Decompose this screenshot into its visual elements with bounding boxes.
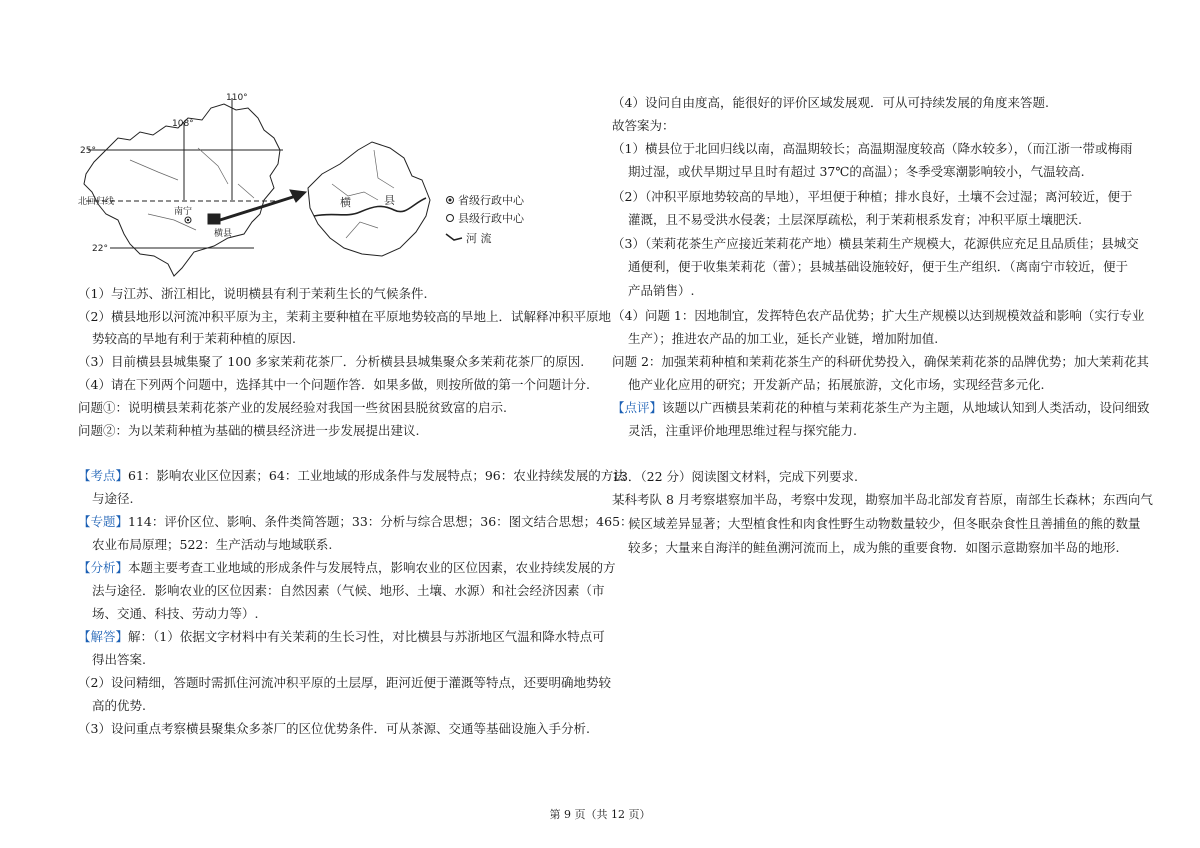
nanning-symbol [185, 217, 191, 223]
hengxian-inset-outline [308, 142, 430, 256]
zhuanti-tag: 【专题】 [78, 514, 129, 529]
question-4-option-1: 问题①：说明横县茉莉花茶产业的发展经验对我国一些贫困县脱贫致富的启示. [78, 400, 507, 415]
zhuanti-line-2: 农业布局原理；522：生产活动与地域联系. [92, 537, 333, 552]
nanning-label: 南宁 [174, 207, 193, 217]
final-answer-problem-2-line-1: 问题 2：加强茉莉种植和茉莉花茶生产的科研优势投入，确保茉莉花茶的品牌优势；加大茉莉花其 [612, 354, 1149, 369]
river-legend-symbol [446, 234, 462, 240]
question-3: （3）目前横县县城集聚了 100 多家茉莉花茶厂．分析横县县城集聚众多茉莉花茶厂的原因. [78, 354, 585, 369]
zhuanti-line-1 [78, 514, 633, 530]
fenxi-text-1: 本题主要考查工业地域的形成条件与发展特点，影响农业的区位因素，农业持续发展的方 [128, 560, 616, 575]
final-answer-4-line-1: （4）问题 1：因地制宜，发挥特色农产品优势；扩大生产规模以达到规模效益和影响（实行专业 [612, 308, 1145, 323]
inset-river [314, 198, 426, 216]
inset-heng-label: 横 [340, 196, 351, 209]
jieda-tag: 【解答】 [78, 629, 129, 644]
jieda-line-1 [78, 629, 605, 645]
jieda-text-1: 解：（1）依据文字材料中有关茉莉的生长习性，对比横县与苏浙地区气温和降水特点可 [128, 629, 605, 644]
hengxian-highlight-box [208, 214, 220, 224]
page-footer: 第 9 页（共 12 页） [549, 808, 651, 821]
material-line-2: 候区域差异显著；大型植食性和肉食性野生动物数量较少，但冬眠杂食性且善捕鱼的熊的数量 [628, 516, 1141, 531]
answer-3: （3）设问重点考察横县聚集众多茶厂的区位优势条件．可从茶源、交通等基础设施入手分析. [78, 721, 590, 736]
fenxi-line-1 [78, 560, 616, 576]
final-answer-1-line-2: 期过湿，或伏旱期过早且时有超过 37℃的高温）；冬季受寒潮影响较小，气温较高. [628, 164, 1085, 179]
dianping-line-1 [612, 400, 1150, 416]
zhuanti-text-1: 114：评价区位、影响、条件类简答题；33：分析与综合思想；36：图文结合思想；465： [128, 514, 633, 529]
question-4: （4）请在下列两个问题中，选择其中一个问题作答．如果多做，则按所做的第一个问题计分. [78, 377, 590, 392]
answer-heading: 故答案为： [612, 118, 675, 133]
legend-river-label: 河 流 [466, 232, 492, 245]
final-answer-3-line-3: 产品销售）. [628, 283, 695, 298]
lon-108-label: 108° [172, 119, 194, 129]
county-borders [130, 148, 254, 230]
fenxi-tag: 【分析】 [78, 560, 129, 575]
lat-25-label: 25° [80, 146, 96, 156]
legend-provincial-symbol [447, 197, 454, 204]
material-line-3: 较多；大量来自海洋的鲑鱼溯河流而上，成为熊的重要食物．如图示意勘察加半岛的地形. [628, 540, 1120, 555]
final-answer-2-line-2: 灌溉，且不易受洪水侵袭；土层深厚疏松，利于茉莉根系发育；冲积平原土壤肥沃. [628, 212, 1082, 227]
tropic-label: 北回归线 [78, 197, 115, 207]
legend-county-label: 县级行政中心 [458, 212, 524, 225]
final-answer-1-line-1: （1）横县位于北回归线以南，高温期较长；高温期湿度较高（降水较多），（而江浙一带或梅雨 [612, 141, 1133, 156]
lon-110-label: 110° [226, 93, 248, 103]
answer-2-line-2: 高的优势. [92, 698, 146, 713]
material-line-1: 某科考队 8 月考察堪察加半岛，考察中发现，勘察加半岛北部发育苔原，南部生长森林；东西向气 [612, 492, 1153, 507]
final-answer-2-line-1: （2）（冲积平原地势较高的旱地），平坦便于种植；排水良好，土壤不会过湿；离河较近，便于 [612, 189, 1133, 204]
question-4-option-2: 问题②：为以茉莉种植为基础的横县经济进一步发展提出建议. [78, 423, 420, 438]
question-1: （1）与江苏、浙江相比，说明横县有利于茉莉生长的气候条件. [78, 286, 428, 301]
fenxi-line-2: 法与途径．影响农业的区位因素：自然因素（气候、地形、土壤、水源）和社会经济因素（市 [92, 583, 605, 598]
kaodian-tag: 【考点】 [78, 468, 129, 483]
question-2-line-1: （2）横县地形以河流冲积平原为主，茉莉主要种植在平原地势较高的旱地上．试解释冲积平原地 [78, 309, 611, 324]
guangxi-outline [84, 104, 280, 276]
final-answer-3-line-1: （3）（茉莉花茶生产应接近茉莉花产地）横县茉莉生产规模大，花源供应充足且品质佳；县城交 [612, 236, 1139, 251]
inset-xian-label: 县 [384, 194, 395, 207]
dianping-tag: 【点评】 [612, 400, 663, 415]
hengxian-label: 横县 [214, 229, 233, 239]
final-answer-3-line-2: 通便利，便于收集茉莉花（蕾）；县城基础设施较好，便于生产组织．（离南宁市较近，便于 [628, 259, 1129, 274]
answer-4-note: （4）设问自由度高，能很好的评价区域发展观．可从可持续发展的角度来答题. [612, 95, 1049, 110]
dianping-text-1: 该题以广西横县茉莉花的种植与茉莉花茶生产为主题，从地域认知到人类活动，设问细致 [662, 400, 1150, 415]
question-13-heading: 13．（22 分）阅读图文材料，完成下列要求. [612, 469, 859, 484]
kaodian-text-1: 61：影响农业区位因素；64：工业地域的形成条件与发展特点；96：农业持续发展的方法 [128, 468, 626, 483]
final-answer-problem-2-line-2: 他产业化应用的研究；开发新产品；拓展旅游，文化市场，实现经营多元化. [628, 377, 1045, 392]
jieda-line-2: 得出答案. [92, 652, 146, 667]
lat-22-label: 22° [92, 244, 108, 254]
kaodian-line-1 [78, 468, 626, 484]
guangxi-location-map [78, 88, 548, 284]
fenxi-line-3: 场、交通、科技、劳动力等）. [92, 606, 259, 621]
legend-county-symbol [447, 215, 454, 222]
final-answer-4-line-2: 生产）；推进农产品的加工业，延长产业链，增加附加值. [628, 331, 939, 346]
kaodian-line-2: 与途径. [92, 491, 134, 506]
question-2-line-2: 势较高的旱地有利于茉莉种植的原因. [92, 331, 296, 346]
dianping-line-2: 灵活，注重评价地理思维过程与探究能力. [628, 423, 857, 438]
legend-provincial-label: 省级行政中心 [458, 194, 524, 207]
answer-2-line-1: （2）设问精细，答题时需抓住河流冲积平原的土层厚，距河近便于灌溉等特点，还要明确地势较 [78, 675, 611, 690]
